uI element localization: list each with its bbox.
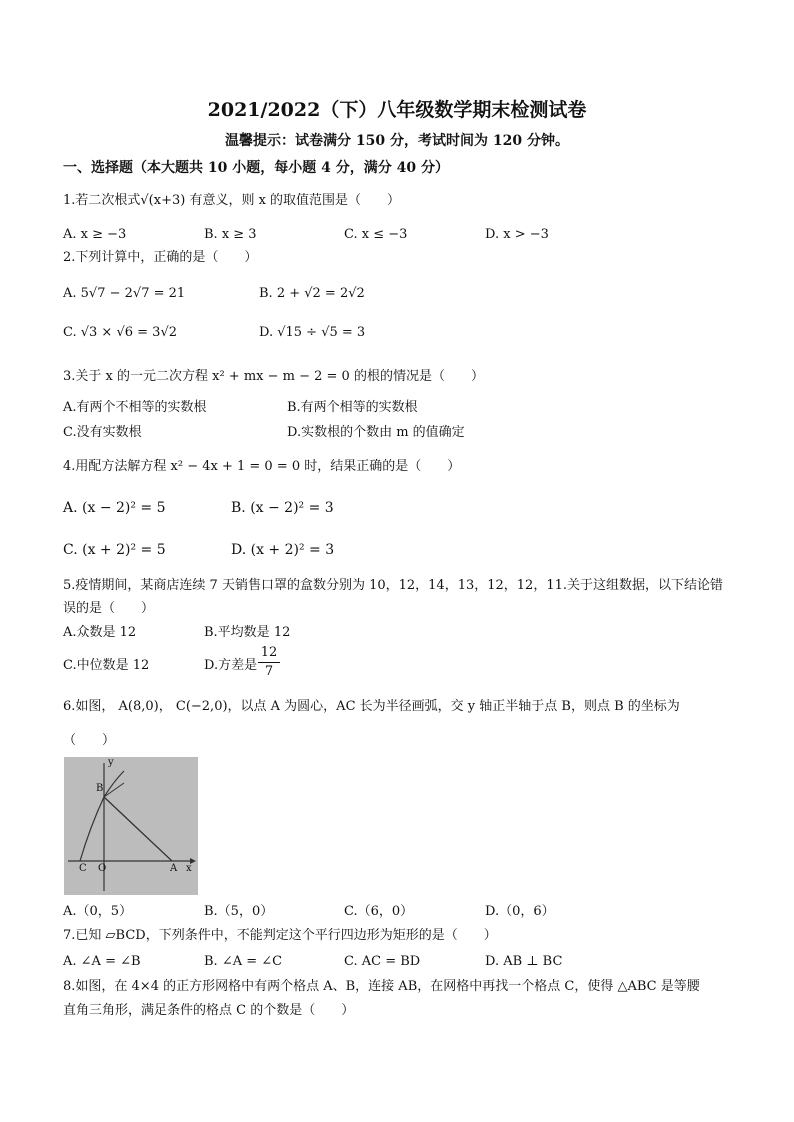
q4-stem: 4.用配方法解方程 x² − 4x + 1 = 0 = 0 时，结果正确的是（ ） [63,459,461,474]
fig-label-x: x [186,863,192,874]
page-title: 2021/2022（下）八年级数学期末检测试卷 [207,99,587,121]
section-heading: 一、选择题（本大题共 10 小题，每小题 4 分，满分 40 分） [63,160,449,176]
fig-label-o: O [98,863,107,874]
q1-option-a: A. x ≥ −3 [63,227,127,242]
q1-option-b: B. x ≥ 3 [204,227,257,242]
q7-option-d: D. AB ⊥ BC [485,954,563,969]
q6-option-d: D.（0，6） [485,904,555,919]
q5-option-c: C.中位数是 12 [63,658,150,673]
q5-option-b: B.平均数是 12 [204,625,291,640]
q1-option-d: D. x > −3 [485,227,549,242]
q6-option-c: C.（6，0） [344,904,414,919]
q6-stem-line1: 6.如图， A(8,0)， C(−2,0)，以点 A 为圆心，AC 长为半径画弧，交 y 轴正半轴于点 B，则点 B 的坐标为 [63,699,680,714]
q7-option-b: B. ∠A = ∠C [204,954,283,969]
q7-option-a: A. ∠A = ∠B [63,954,141,969]
q5-fraction-denominator: 7 [264,664,274,679]
q8-stem-line1: 8.如图，在 4×4 的正方形网格中有两个格点 A、B，连接 AB，在网格中再找一个格点 C，使得 △ABC 是等腰 [63,979,700,994]
q5-fraction [258,645,280,680]
q7-stem: 7.已知 ▱BCD，下列条件中，不能判定这个平行四边形为矩形的是（ ） [63,928,497,943]
q4-option-a: A. (x − 2)² = 5 [63,500,166,516]
q5-option-a: A.众数是 12 [63,625,137,640]
q6-figure-photo [64,757,198,895]
q5-stem-line1: 5.疫情期间，某商店连续 7 天销售口罩的盒数分别为 10，12，14，13，12，12，11.关于这组数据，以下结论错 [63,578,723,593]
q5-fraction-numerator: 12 [260,645,278,660]
q2-option-c: C. √3 × √6 = 3√2 [63,325,177,340]
q7-option-c: C. AC = BD [344,954,421,969]
q2-option-d: D. √15 ÷ √5 = 3 [259,325,366,340]
q6-stem-line2: （ ） [63,733,116,748]
q5-stem-line2: 误的是（ ） [63,601,155,616]
q6-option-b: B.（5，0） [204,904,274,919]
exam-tip: 温馨提示：试卷满分 150 分，考试时间为 120 分钟。 [225,133,569,149]
fraction-bar [258,662,280,663]
q3-option-a: A.有两个不相等的实数根 [63,400,207,415]
q6-option-a: A.（0，5） [63,904,133,919]
fig-label-y: y [108,757,114,768]
q1-stem: 1.若二次根式√(x+3) 有意义，则 x 的取值范围是（ ） [63,193,401,208]
fig-label-a: A [170,863,178,874]
q3-option-c: C.没有实数根 [63,425,142,440]
q2-option-b: B. 2 + √2 = 2√2 [259,286,365,301]
fig-label-c: C [79,863,87,874]
q3-option-d: D.实数根的个数由 m 的值确定 [287,425,465,440]
q3-option-b: B.有两个相等的实数根 [287,400,418,415]
q4-option-b: B. (x − 2)² = 3 [231,500,334,516]
fig-label-b: B [96,783,104,794]
q2-stem: 2.下列计算中，正确的是（ ） [63,250,258,265]
q1-option-c: C. x ≤ −3 [344,227,408,242]
q5-option-d: D.方差是 [204,658,258,673]
q3-stem: 3.关于 x 的一元二次方程 x² + mx − m − 2 = 0 的根的情况是（ ） [63,369,484,384]
q4-option-d: D. (x + 2)² = 3 [231,542,335,558]
q2-option-a: A. 5√7 − 2√7 = 21 [63,286,186,301]
q4-option-c: C. (x + 2)² = 5 [63,542,166,558]
q8-stem-line2: 直角三角形，满足条件的格点 C 的个数是（ ） [63,1003,355,1018]
